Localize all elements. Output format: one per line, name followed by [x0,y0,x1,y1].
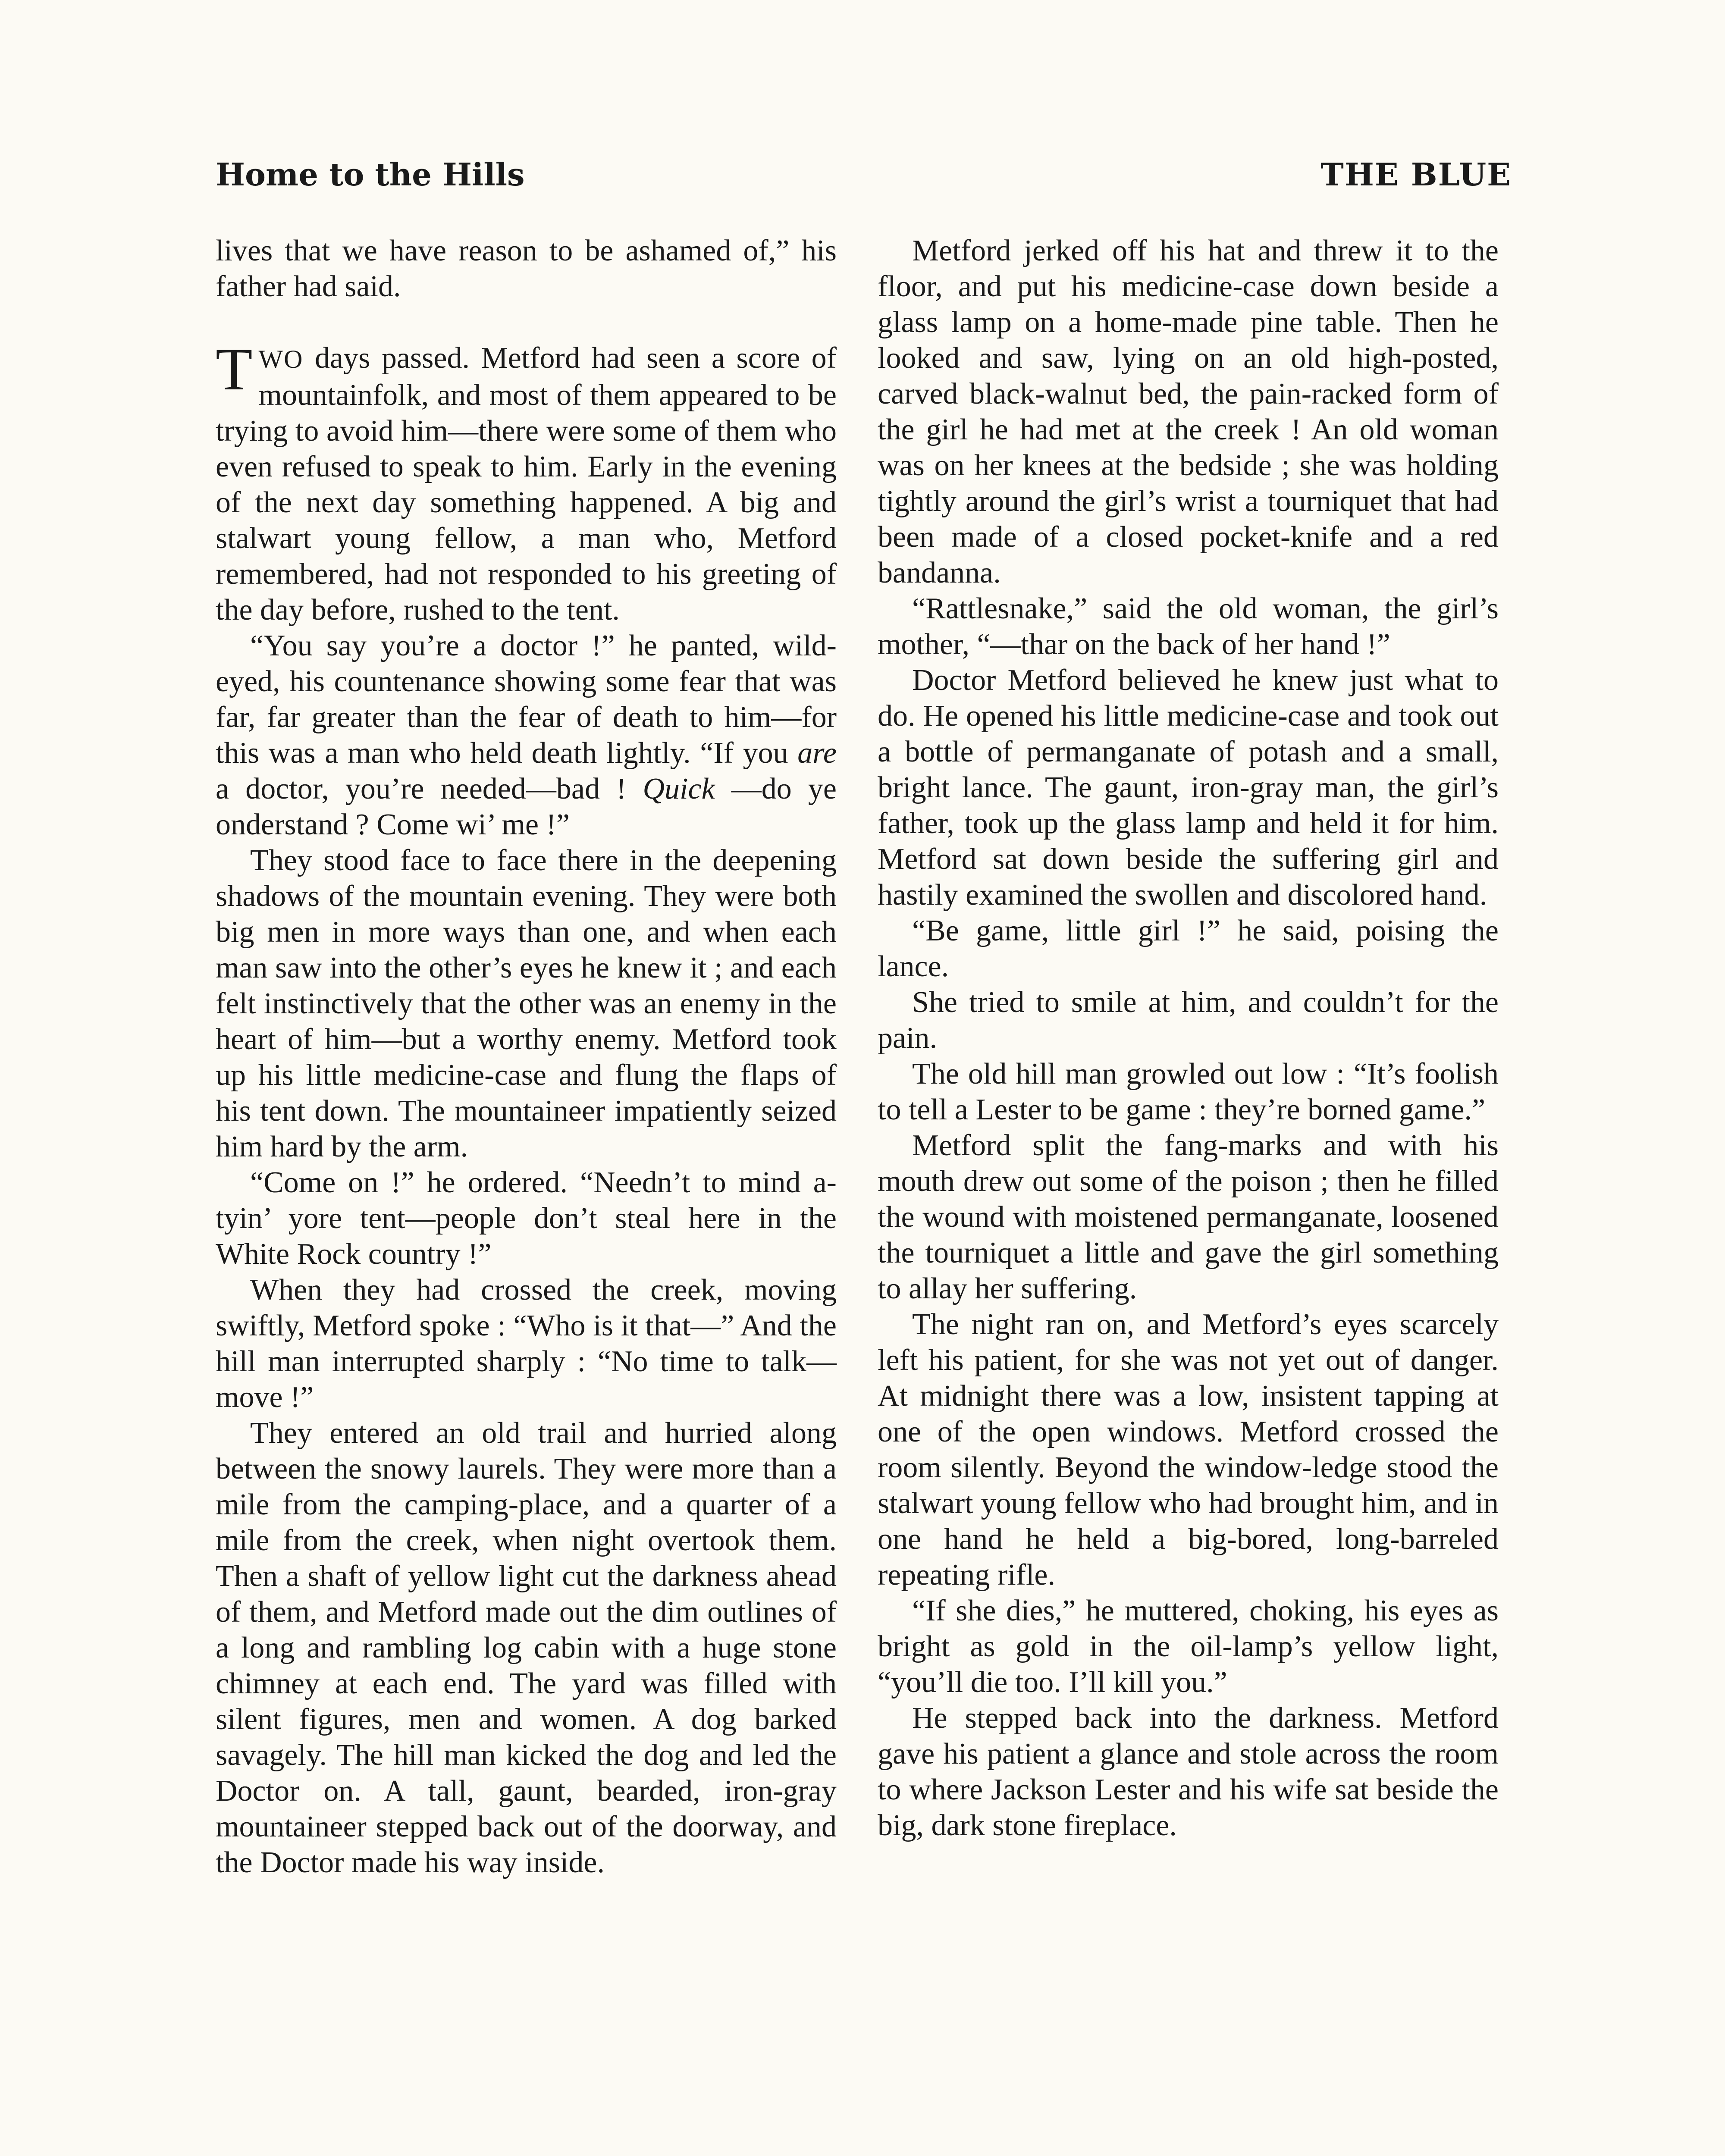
paragraph: “Rattlesnake,” said the old woman, the girl’s mother, “—thar on the back of her hand !” [878,592,1499,661]
paragraph: “If she dies,” he muttered, choking, his eyes as bright as gold in the oil-lamp’s yellow light, “you’ll die too. I’ll kill you.” [878,1594,1499,1699]
paragraph: When they had crossed the creek, moving swiftly, Metford spoke : “Who is it that—” And the hill man interrupted sharply : “No time to talk—move !” [216,1273,837,1414]
paragraph: lives that we have reason to be ashamed of,” his father had said. [216,234,837,303]
paragraph: They entered an old trail and hurried along between the snowy laurels. They were more than a mile from the camping-place, and a quarter of a mile from the creek, when night overtook them. Then a shaft of yellow light cut the darkness ahead of them, and Metford made out the dim outlines of a long and rambling log cabin with a huge stone chimney at each end. The yard was filled with silent figures, men and women. A dog barked savagely. The hill man kicked the dog and led the Doctor on. A tall, gaunt, bearded, iron-gray mountaineer stepped back out of the doorway, and the Doctor made his way inside. [216,1416,837,1879]
paragraph: Metford jerked off his hat and threw it to the floor, and put his medicine-case down beside a glass lamp on a home-made pine table. Then he looked and saw, lying on an old high-posted, carved black-walnut bed, the pain-racked form of the girl he had met at the creek ! An old woman was on her knees at the bedside ; she was holding tightly around the girl’s wrist a tourniquet that had been made of a closed pocket-knife and a red bandanna. [878,234,1499,589]
paragraph: They stood face to face there in the deepening shadows of the mountain evening. They were both big men in more ways than one, and when each man saw into the other’s eyes he knew it ; and each felt instinctively that the other was an enemy in the heart of him—but a worthy enemy. Metford took up his little medicine-case and flung the flaps of his tent down. The mountaineer impatiently seized him hard by the arm. [216,844,837,1163]
paragraph: “Come on !” he ordered. “Needn’t to mind a-tyin’ yore tent—people don’t steal here in the White Rock country !” [216,1166,837,1271]
left-column [216,233,837,1880]
paragraph-text: “You say you’re a doctor !” he panted, wild-eyed, his countenance showing some fear that was far, far greater than the fear of death to him—for this was a man who held death lightly. “If you [216,629,837,770]
paragraph [216,628,837,843]
right-column [878,233,1499,1843]
running-head [216,151,1512,198]
opening-caps: WO [258,345,304,373]
paragraph: She tried to smile at him, and couldn’t for the pain. [878,986,1499,1055]
paragraph-text: a doctor, you’re needed—bad ! [216,772,643,805]
paragraph: The night ran on, and Metford’s eyes scarcely left his patient, for she was not yet out of danger. At midnight there was a low, insistent tapping at one of the open windows. Metford crossed the room silently. Beyond the window-ledge stood the stalwart young fellow who had brought him, and in one hand he held a big-bored, long-barreled repeating rifle. [878,1308,1499,1592]
story-title: Home to the Hills [216,156,525,193]
paragraph: The old hill man growled out low : “It’s foolish to tell a Lester to be game : they’re borned game.” [878,1057,1499,1126]
italic-word: are [797,736,837,770]
paragraph: Metford split the fang-marks and with his mouth drew out some of the poison ; then he filled the wound with moistened permanganate, loosened the tourniquet a little and gave the girl something to allay her suffering. [878,1129,1499,1305]
paragraph-text: —do ye onderstand ? Come wi’ me !” [216,772,837,841]
drop-cap: T [216,336,253,403]
paragraph: Doctor Metford believed he knew just what to do. He opened his little medicine-case and took out a bottle of permanganate of potash and a small, bright lance. The gaunt, iron-gray man, the girl’s father, took up the glass lamp and held it for him. Metford sat down beside the suffering girl and hastily examined the swollen and discolored hand. [878,664,1499,912]
magazine-title: THE BLUE [1320,156,1512,193]
paragraph: “Be game, little girl !” he said, poising the lance. [878,914,1499,983]
paragraph-text: days passed. Metford had seen a score of mountainfolk, and most of them appeared to be trying to avoid him—there were some of them who even refused to speak to him. Early in the evening of the next day something happened. A big and stalwart young fellow, a man who, Metford remembered, had not responded to his greeting of the day before, rushed to the tent. [216,342,837,627]
italic-word: Quick [643,772,715,805]
paragraph: He stepped back into the darkness. Metford gave his patient a glance and stole across the room to where Jackson Lester and his wife sat beside the big, dark stone fireplace. [878,1702,1499,1842]
paragraph-section-start [216,336,837,628]
